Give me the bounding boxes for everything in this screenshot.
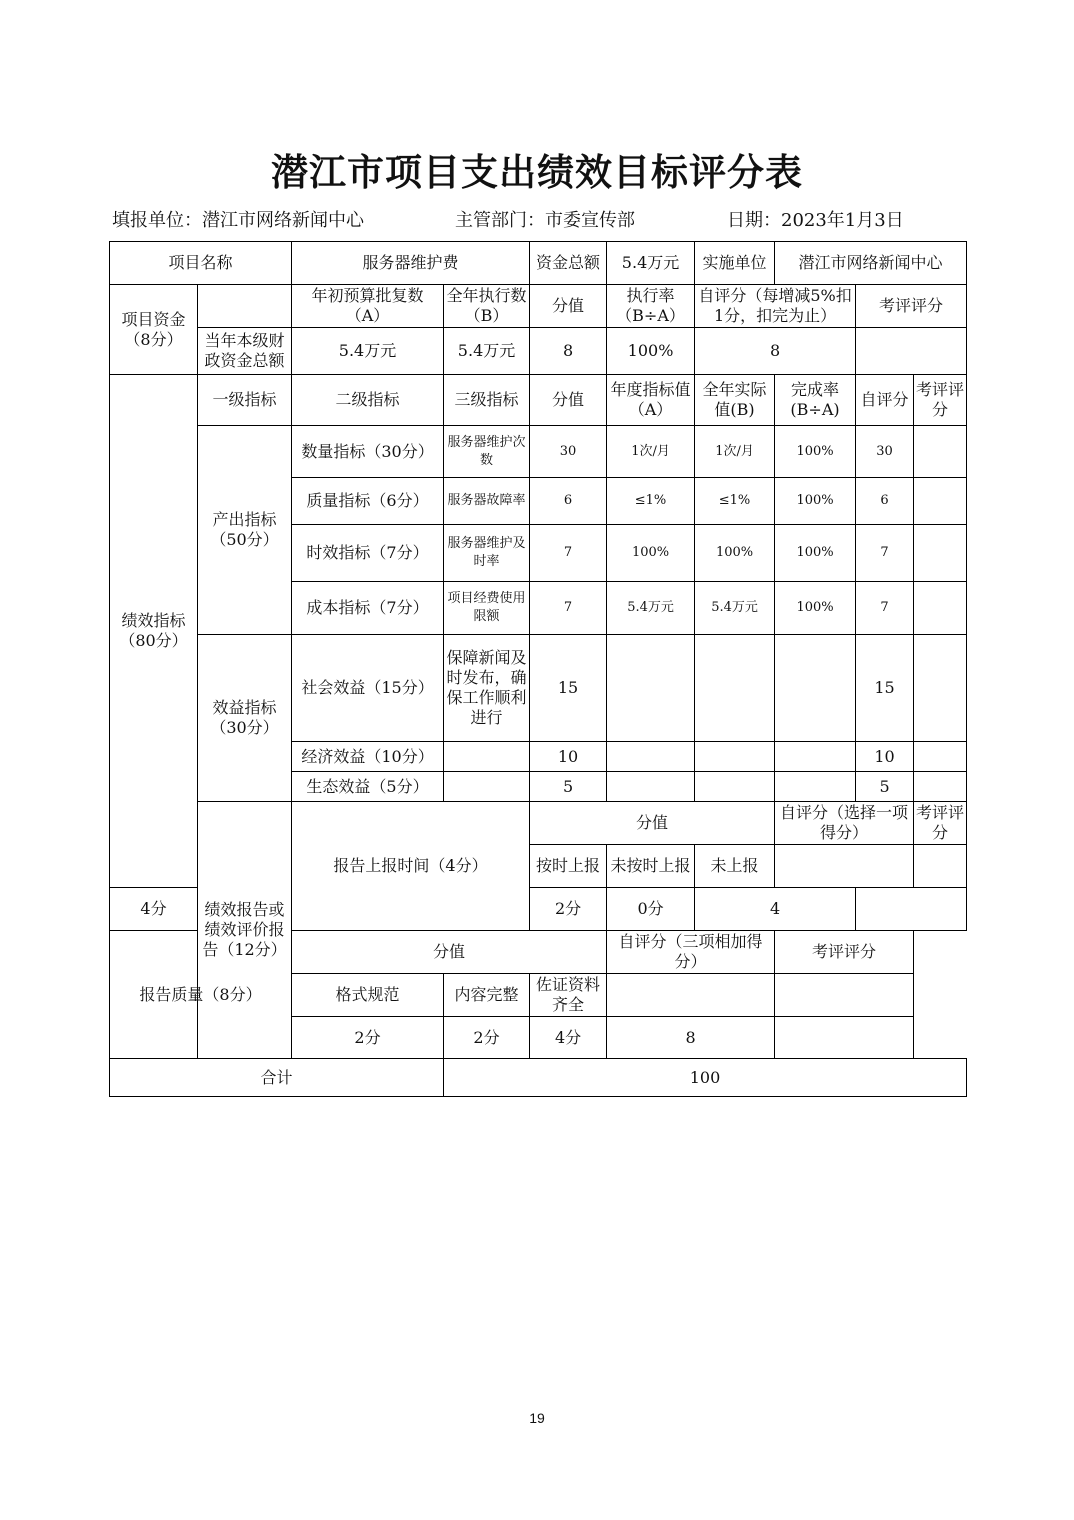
self-score-value: 8 [695, 328, 856, 375]
empty-cell [914, 845, 967, 888]
review-score-cell [914, 582, 967, 635]
total-label: 合计 [110, 1059, 444, 1097]
option-value: 4分 [110, 888, 198, 931]
report-quality-review-label: 考评评分 [775, 931, 914, 974]
project-name-value: 服务器维护费 [292, 242, 530, 285]
report-quality-self-label: 自评分（三项相加得分） [607, 931, 775, 974]
review-score-header: 考评评分 [856, 285, 967, 328]
rate-cell: 100% [775, 582, 856, 635]
score-cell: 7 [530, 582, 607, 635]
score-cell: 7 [530, 525, 607, 582]
option-evidence: 佐证资料齐全 [530, 974, 607, 1017]
review-score-value [856, 328, 967, 375]
target-cell: 1次/月 [607, 426, 695, 478]
review-score-cell [914, 742, 967, 772]
rate-cell [775, 742, 856, 772]
actual-cell: ≤1% [695, 478, 775, 525]
funding-data-row [110, 328, 967, 375]
table-row [110, 635, 967, 742]
perf-section-label: 绩效指标（80分） [110, 375, 198, 888]
page-number: 19 [529, 1410, 545, 1426]
option-on-time: 按时上报 [530, 845, 607, 888]
report-time-score-label: 分值 [530, 802, 775, 845]
level2-cell: 时效指标（7分） [292, 525, 444, 582]
option-value: 2分 [444, 1017, 530, 1059]
execution-rate-header: 执行率（B÷A） [607, 285, 695, 328]
page-title: 潜江市项目支出绩效目标评分表 [271, 150, 803, 194]
target-cell [607, 635, 695, 742]
actual-cell [695, 635, 775, 742]
target-cell: 100% [607, 525, 695, 582]
level3-cell: 服务器维护次数 [444, 426, 530, 478]
actual-cell: 5.4万元 [695, 582, 775, 635]
rate-cell [775, 635, 856, 742]
review-score-cell [914, 426, 967, 478]
budget-header: 年初预算批复数（A） [292, 285, 444, 328]
score-cell: 5 [530, 772, 607, 802]
self-score-cell: 10 [856, 742, 914, 772]
funding-header-row [110, 285, 967, 328]
self-score-cell: 6 [856, 478, 914, 525]
actual-header: 全年实际值(B) [695, 375, 775, 426]
level2-cell: 生态效益（5分） [292, 772, 444, 802]
report-quality-score-label: 分值 [292, 931, 607, 974]
actual-cell [695, 742, 775, 772]
total-row [110, 1059, 967, 1097]
score-header: 分值 [530, 285, 607, 328]
level1-header: 一级指标 [198, 375, 292, 426]
implementing-unit-value: 潜江市网络新闻中心 [775, 242, 967, 285]
report-quality-self-score: 8 [607, 1017, 775, 1059]
report-quality-label: 报告质量（8分） [110, 931, 292, 1059]
option-format: 格式规范 [292, 974, 444, 1017]
level2-header: 二级指标 [292, 375, 444, 426]
self-score-header: 自评分 [856, 375, 914, 426]
option-value: 4分 [530, 1017, 607, 1059]
executed-value: 5.4万元 [444, 328, 530, 375]
rate-cell: 100% [775, 478, 856, 525]
level3-cell: 服务器维护及时率 [444, 525, 530, 582]
rate-cell: 100% [775, 426, 856, 478]
option-late: 未按时上报 [607, 845, 695, 888]
review-score-header: 考评评分 [914, 375, 967, 426]
implementing-unit-label: 实施单位 [695, 242, 775, 285]
review-score-cell [914, 525, 967, 582]
actual-cell: 100% [695, 525, 775, 582]
perf-header-row [110, 375, 967, 426]
score-cell: 6 [530, 478, 607, 525]
total-value: 100 [444, 1059, 967, 1097]
level3-cell [444, 772, 530, 802]
report-time-review-label: 考评评分 [914, 802, 967, 845]
funding-row-label: 当年本级财政资金总额 [198, 328, 292, 375]
level3-cell: 服务器故障率 [444, 478, 530, 525]
fund-total-value: 5.4万元 [607, 242, 695, 285]
benefit-indicator-label: 效益指标（30分） [198, 635, 292, 802]
review-score-cell [914, 478, 967, 525]
level2-cell: 经济效益（10分） [292, 742, 444, 772]
fund-total-label: 资金总额 [530, 242, 607, 285]
score-cell: 30 [530, 426, 607, 478]
level3-header: 三级指标 [444, 375, 530, 426]
level3-cell [444, 742, 530, 772]
review-score-cell [914, 772, 967, 802]
target-cell [607, 742, 695, 772]
level2-cell: 数量指标（30分） [292, 426, 444, 478]
option-value: 2分 [292, 1017, 444, 1059]
empty-cell [198, 285, 292, 328]
target-cell: ≤1% [607, 478, 695, 525]
execution-rate-value: 100% [607, 328, 695, 375]
score-header: 分值 [530, 375, 607, 426]
self-score-cell: 15 [856, 635, 914, 742]
report-time-label: 报告上报时间（4分） [292, 802, 530, 931]
actual-cell [695, 772, 775, 802]
report-section-label: 绩效报告或绩效评价报告（12分） [198, 802, 292, 1059]
report-time-self-score: 4 [695, 888, 856, 931]
budget-value: 5.4万元 [292, 328, 444, 375]
self-score-cell: 5 [856, 772, 914, 802]
actual-cell: 1次/月 [695, 426, 775, 478]
output-indicator-label: 产出指标（50分） [198, 426, 292, 635]
score-table [109, 241, 967, 1097]
empty-cell [607, 974, 775, 1017]
option-value: 0分 [607, 888, 695, 931]
self-score-cell: 7 [856, 582, 914, 635]
project-name-label: 项目名称 [110, 242, 292, 285]
level2-cell: 成本指标（7分） [292, 582, 444, 635]
self-score-header: 自评分（每增减5%扣1分，扣完为止） [695, 285, 856, 328]
option-not-reported: 未上报 [695, 845, 775, 888]
review-score-cell [914, 635, 967, 742]
level3-cell: 保障新闻及时发布，确保工作顺利进行 [444, 635, 530, 742]
table-row [110, 426, 967, 478]
funding-section-label: 项目资金（8分） [110, 285, 198, 375]
project-info-row [110, 242, 967, 285]
executed-header: 全年执行数（B） [444, 285, 530, 328]
level2-cell: 社会效益（15分） [292, 635, 444, 742]
supervising-department: 主管部门：市委宣传部 [455, 210, 635, 231]
empty-cell [775, 974, 914, 1017]
rate-cell: 100% [775, 525, 856, 582]
self-score-cell: 7 [856, 525, 914, 582]
report-date: 日期：2023年1月3日 [727, 210, 904, 231]
option-content: 内容完整 [444, 974, 530, 1017]
target-cell: 5.4万元 [607, 582, 695, 635]
report-time-self-label: 自评分（选择一项得分） [775, 802, 914, 845]
target-cell [607, 772, 695, 802]
level2-cell: 质量指标（6分） [292, 478, 444, 525]
empty-cell [775, 1017, 914, 1059]
empty-cell [775, 845, 914, 888]
self-score-cell: 30 [856, 426, 914, 478]
option-value: 2分 [530, 888, 607, 931]
score-cell: 15 [530, 635, 607, 742]
level3-cell: 项目经费使用限额 [444, 582, 530, 635]
target-header: 年度指标值（A） [607, 375, 695, 426]
rate-cell [775, 772, 856, 802]
score-cell: 10 [530, 742, 607, 772]
empty-cell [856, 888, 967, 931]
report-time-header-row [110, 802, 967, 845]
reporting-unit: 填报单位：潜江市网络新闻中心 [112, 210, 364, 231]
completion-rate-header: 完成率(B÷A) [775, 375, 856, 426]
score-value: 8 [530, 328, 607, 375]
